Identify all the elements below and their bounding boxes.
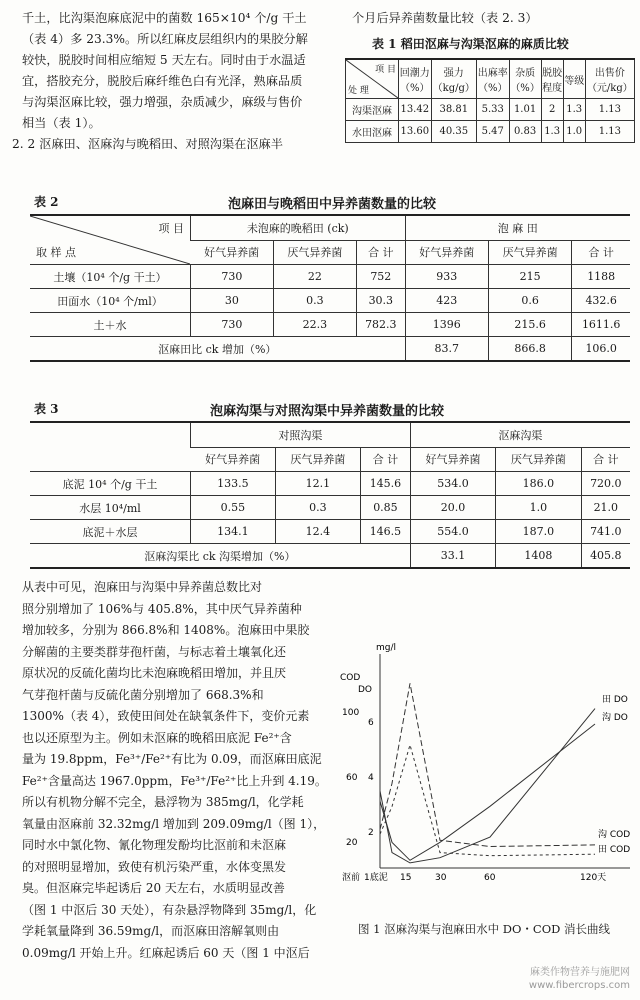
cod-tick: 60 [346,773,358,783]
text-line: 同时水中氯化物、氰化物理发酚均比沤前和未沤麻 [22,838,287,852]
legend-label: 沟 COD [598,830,631,840]
text-line: 所以有机物分解不完全，悬浮物为 385mg/l，化学耗 [22,795,304,809]
text-line: 宜，搭胶充分，脱胶后麻纤维色白有光泽，熟麻品质 [22,74,303,88]
table2-col-headers: 好气异养菌 厌气异养菌 合 计 好气异养菌 厌气异养菌 合 计 [30,240,630,265]
text-line: 较快，脱胶时间相应缩短 5 天左右。同时由于水温适 [22,53,306,67]
table1-title: 表 1 稻田沤麻与沟渠沤麻的麻质比较 [372,37,569,51]
figure1-caption: 图 1 沤麻沟渠与泡麻田水中 DO・COD 消长曲线 [358,922,611,936]
do-tick: 4 [368,773,374,783]
text-line: 千土，比沟渠泡麻底泥中的菌数 165×10⁴ 个/g 干土 [22,11,307,25]
table3 [30,421,630,569]
text-line: 也以还原型为主。例如未沤麻的晚稻田底泥 Fe²⁺含 [22,730,292,745]
text-line: 原状况的反硫化菌均比未泡麻晚稻田增加，并且厌 [22,666,287,680]
table-row-increase: 沤麻沟渠比 ck 沟渠增加（%） 33.1 1408 405.8 [30,544,630,569]
table1 [345,58,635,143]
x-tick: 60 [484,873,496,883]
y-axis-cod-label: COD [340,673,361,683]
cod-tick: 100 [342,708,360,718]
series-line-3 [380,683,595,846]
body-paragraph [22,577,337,964]
table-row: 水田沤麻 13.60 40.35 5.47 0.83 1.3 1.0 1.13 [346,121,635,143]
text-line: 从表中可见，泡麻田与沟渠中异养菌总数比对 [22,580,263,594]
text-line: 氧量由沤麻前 32.32mg/l 增加到 209.09mg/l（图 1）， [22,816,326,831]
text-line: Fe²⁺含量高达 1967.0ppm，Fe³⁺/Fe²⁺比上升到 4.19。 [22,773,327,788]
x-tick: 30 [435,873,447,883]
table3-group-ck: 对照沟渠 [191,422,411,447]
table-row: 田面水（10⁴ 个/ml） 30 0.3 30.3 423 0.6 432.6 [30,289,630,313]
table2-label: 表 2 [34,195,59,209]
table3-group-retted: 沤麻沟渠 [410,422,630,447]
table3-label: 表 3 [34,402,59,416]
table1-col-header: 出麻率 （%） [476,59,509,99]
text-line: 学耗氧量降到 36.59mg/l，而沤麻田溶解氧则由 [22,924,280,938]
watermark-line: 麻类作物营养与施肥网 [530,967,630,978]
series-line-2 [380,724,595,860]
cod-tick: 20 [346,838,358,848]
table-row-increase: 沤麻田比 ck 增加（%） 83.7 866.8 106.0 [30,337,630,362]
table1-col-header: 杂质 （%） [509,59,541,99]
table3-col-headers: 好气异养菌 厌气异养菌 合 计 好气异养菌 厌气异养菌 合 计 [30,447,630,472]
legend-label: 田 COD [598,845,631,855]
do-tick: 6 [368,718,374,728]
text-line: 1300%（表 4），致使田间处在缺氧条件下，变价元素 [22,709,310,723]
table2 [30,214,630,362]
table2-corner: 项 目 取 样 点 [30,215,191,265]
text-line: 臭。但沤麻完毕起诱后 20 天左右，水质明显改善 [22,881,285,895]
table-row: 沟渠沤麻 13.42 38.81 5.33 1.01 2 1.3 1.13 [346,99,635,121]
table3-corner [30,422,191,472]
text-line: 分解菌的主要类群芽孢杆菌，与标志着土壤氧化还 [22,644,287,659]
table1-col-header: 脱胶 程度 [541,59,563,99]
do-tick: 2 [368,828,374,838]
figure1 [340,640,640,940]
text-line: 量为 19.8ppm，Fe³⁺/Fe²⁺有比为 0.09，而沤麻田底泥 [22,752,322,766]
legend-label: 田 DO [602,695,628,705]
watermark [529,966,630,992]
table1-corner: 项 目 处 理 [346,59,399,99]
x-tick: 15 [400,873,412,883]
table1-col-header: 回潮力 （%） [399,59,432,99]
series-line-4 [380,745,595,856]
table2-group-retted: 泡 麻 田 [405,215,630,240]
unit-label: mg/l [376,643,397,653]
table2-title: 泡麻田与晚稻田中异养菌数量的比较 [228,197,437,212]
x-tick: 沤前 [342,873,361,883]
section-heading: 2. 2 沤麻田、沤麻沟与晚稻田、对照沟渠在沤麻半 [12,137,283,151]
text-line: 气芽孢杆菌与反硫化菌分别增加了 668.3%和 [22,687,264,702]
series-line-1 [380,709,595,863]
table-row: 水层 10⁴/ml 0.55 0.3 0.85 20.0 1.0 21.0 [30,496,630,520]
figure1-plot [340,640,640,920]
table2-group-ck: 未泡麻的晚稻田 (ck) [191,215,406,240]
intro-paragraph [12,8,337,155]
legend-label: 沟 DO [602,713,628,723]
chart-lines [380,683,595,863]
intro-right-line: 个月后异养菌数量比较（表 2. 3） [352,11,538,25]
table-row: 土壤（10⁴ 个/g 干土） 730 22 752 933 215 1188 [30,265,630,289]
text-line: 相当（表 1）。 [22,116,101,130]
table1-col-header: 出售价 （元/kg） [585,59,634,99]
text-line: （表 4）多 23.3%。所以红麻皮层组织内的果胶分解 [22,32,308,46]
text-line: 照分别增加了 106%与 405.8%，其中厌气异养菌种 [22,601,302,616]
text-line: 增加较多，分别为 866.8%和 1408%。泡麻田中果胶 [22,623,310,637]
table-row: 土＋水 730 22.3 782.3 1396 215.6 1611.6 [30,313,630,337]
text-line: 的对照明显增加，致使有机污染严重，水体变黑发 [22,859,287,874]
text-line: 0.09mg/l 开始上升。红麻起诱后 60 天（图 1 中沤后 [22,945,310,960]
text-line: （图 1 中沤后 30 天处），有杂悬浮物降到 35mg/l，化 [22,902,317,917]
watermark-line: www.fibercrops.com [528,980,630,991]
y-axis-do-label: DO [358,685,373,695]
table1-col-header: 强力 （kg/g） [431,59,476,99]
table1-col-header: 等级 [563,59,585,99]
x-tick: 120天 [580,873,607,883]
x-tick: 1底泥 [364,873,388,883]
table3-title: 泡麻沟渠与对照沟渠中异养菌数量的比较 [210,404,445,419]
table-row: 底泥＋水层 134.1 12.4 146.5 554.0 187.0 741.0 [30,520,630,544]
table-row: 底泥 10⁴ 个/g 干土 133.5 12.1 145.6 534.0 186.0 720.0 [30,472,630,496]
text-line: 与沟渠沤麻比较，强力增强，杂质减少，麻级与售价 [22,95,303,109]
